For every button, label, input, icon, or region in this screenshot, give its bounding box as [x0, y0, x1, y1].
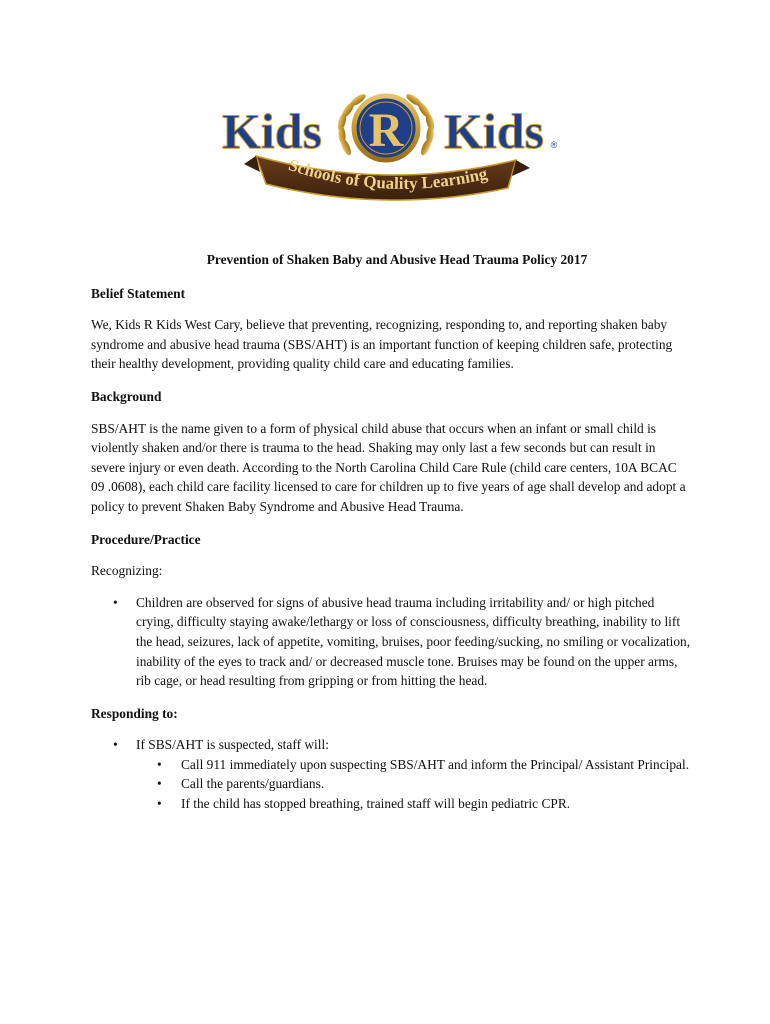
logo-brand-left: Kids [221, 103, 323, 159]
sub-item-text: Call 911 immediately upon suspecting SBS/AHT and inform the Principal/ Assistant Principal. [181, 756, 690, 772]
bullet-icon: • [113, 594, 118, 610]
background-text: SBS/AHT is the name given to a form of physical child abuse that occurs when an infant or small child is violently shaken and/or there is trauma to the head. Shaking may only last a few seconds but can result in severe injury or even death. According to the North Carolina Child Care Rule (child care centers, 10A BCAC 09 .0608), each child care facility licensed to care for children up to five years of age shall develop and adopt a policy to prevent Shaken Baby Syndrome and Abusive Head Trauma. [91, 420, 686, 514]
sub-item-text: Call the parents/guardians. [181, 776, 325, 792]
list-item [136, 774, 691, 794]
belief-heading: Belief Statement [91, 285, 186, 301]
list-item [91, 593, 691, 691]
policy-document [91, 250, 691, 814]
list-item [136, 794, 691, 814]
background-heading: Background [91, 388, 162, 404]
document-title: Prevention of Shaken Baby and Abusive Head Trauma Policy 2017 [206, 252, 588, 267]
bullet-icon: • [157, 756, 162, 772]
recognizing-list [91, 593, 691, 691]
bullet-icon: • [113, 737, 118, 753]
list-item [91, 735, 691, 813]
registered-mark: ® [550, 140, 558, 150]
recognizing-item-text: Children are observed for signs of abusive head trauma including irritability and/ or high pitched crying, difficulty staying awake/lethargy or loss of consciousness, difficulty breathing, inability to lift the head, seizures, lack of appetite, vomiting, bruises, poor feeding/sucking, no smiling or vocalization, inability of the eyes to track and/ or decreased muscle tone. Bruises may be found on the upper arms, rib cage, or head resulting from gripping or from hitting the head. [136, 594, 691, 689]
logo-tagline: Schools of Quality Learning [286, 155, 490, 193]
recognizing-label: Recognizing: [91, 563, 163, 579]
sub-item-text: If the child has stopped breathing, trained staff will begin pediatric CPR. [181, 796, 571, 812]
kids-r-kids-logo [208, 88, 564, 204]
belief-text: We, Kids R Kids West Cary, believe that preventing, recognizing, responding to, and reporting shaken baby syndrome and abusive head trauma (SBS/AHT) is an important function of keeping children safe, protecting their healthy development, providing quality child care and educating families. [91, 317, 673, 372]
logo-graphic [208, 88, 564, 204]
responding-list [91, 735, 691, 813]
logo-brand-right: Kids [443, 103, 545, 159]
responding-item-text: If SBS/AHT is suspected, staff will: [136, 737, 329, 753]
responding-heading: Responding to: [91, 705, 178, 721]
logo-brand-mid: R [368, 104, 404, 157]
list-item [136, 755, 691, 775]
bullet-icon: • [157, 796, 162, 812]
bullet-icon: • [157, 776, 162, 792]
responding-sub-list [136, 755, 691, 814]
procedure-heading: Procedure/Practice [91, 531, 201, 547]
